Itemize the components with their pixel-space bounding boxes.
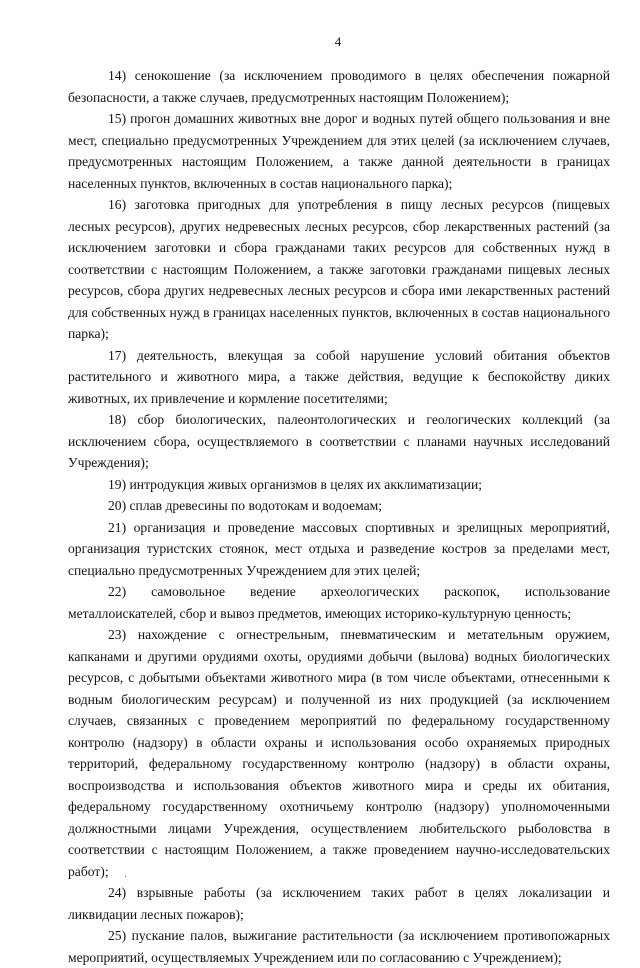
list-item-18: 18) сбор биологических, палеонтологических и геологических коллекций (за исключением сбора, осуществляемого в соответствии с планами научных исследований Учреждения); xyxy=(68,412,610,470)
document-body xyxy=(68,65,610,968)
list-item-15: 15) прогон домашних животных вне дорог и водных путей общего пользования и вне мест, специально предусмотренных Учреждением для этих целей (за исключением случаев, предусмотренных настоящим Положением, а также данной деятельности в границах населенных пунктов, включенных в состав национального парка); xyxy=(68,111,610,191)
list-item-23: 23) нахождение с огнестрельным, пневматическим и метательным оружием, капканами и другими орудиями охоты, орудиями добычи (вылова) водных биологических ресурсов, с добытыми объектами животного мира (в том числе объектами, отнесенными к водным биологическим ресурсам) и полученной из них продукцией (за исключением случаев, связанных с проведением мероприятий по федеральному государственному контролю (надзору) в области охраны и использования особо охраняемых природных территорий, федеральному государственному контролю (надзору) в области охраны, воспроизводства и использования объектов животного мира и среды их обитания, федеральному государственному охотничьему контролю (надзору) уполномоченными должностными лицами Учреждения, осуществлением любительского рыболовства в соответствии с настоящим Положением, а также проведением научно-исследовательских работ); xyxy=(68,627,610,879)
list-item-19: 19) интродукция живых организмов в целях их акклиматизации; xyxy=(108,476,482,492)
list-item-24: 24) взрывные работы (за исключением таких работ в целях локализации и ликвидации лесных пожаров); xyxy=(68,885,610,922)
list-item-16: 16) заготовка пригодных для употребления в пищу лесных ресурсов (пищевых лесных ресурсов), других недревесных лесных ресурсов, сбор лекарственных растений (за исключением заготовки и сбора гражданами таких ресурсов для собственных нужд в соответствии с настоящим Положением, а также заготовки гражданами пищевых лесных ресурсов, сбора других недревесных лесных ресурсов и сбора ими лекарственных растений для собственных нужд в границах населенных пунктов, включенных в состав национального парка); xyxy=(68,197,610,341)
list-item-20: 20) сплав древесины по водотокам и водоемам; xyxy=(108,498,382,513)
page-number: 4 xyxy=(334,34,342,49)
list-item-14: 14) сенокошение (за исключением проводимого в целях обеспечения пожарной безопасности, а также случаев, предусмотренных настоящим Положением); xyxy=(68,68,610,105)
list-item-21: 21) организация и проведение массовых спортивных и зрелищных мероприятий, организация туристских стоянок, мест отдыха и разведение костров за пределами мест, специально предусмотренных Учреждением для этих целей; xyxy=(68,519,610,578)
list-item-17: 17) деятельность, влекущая за собой нарушение условий обитания объектов растительного и животного мира, а также действия, ведущие к беспокойству диких животных, их привлечение и кормление посетителями; xyxy=(68,347,610,406)
list-item-22: 22) самовольное ведение археологических раскопок, использование металлоискателей, сбор и вывоз предметов, имеющих историко-культурную ценность; xyxy=(68,584,610,621)
list-item-25: 25) пускание палов, выжигание растительности (за исключением противопожарных мероприятий, осуществляемых Учреждением или по согласованию с Учреждением); xyxy=(68,928,610,965)
scan-speck xyxy=(125,876,126,877)
